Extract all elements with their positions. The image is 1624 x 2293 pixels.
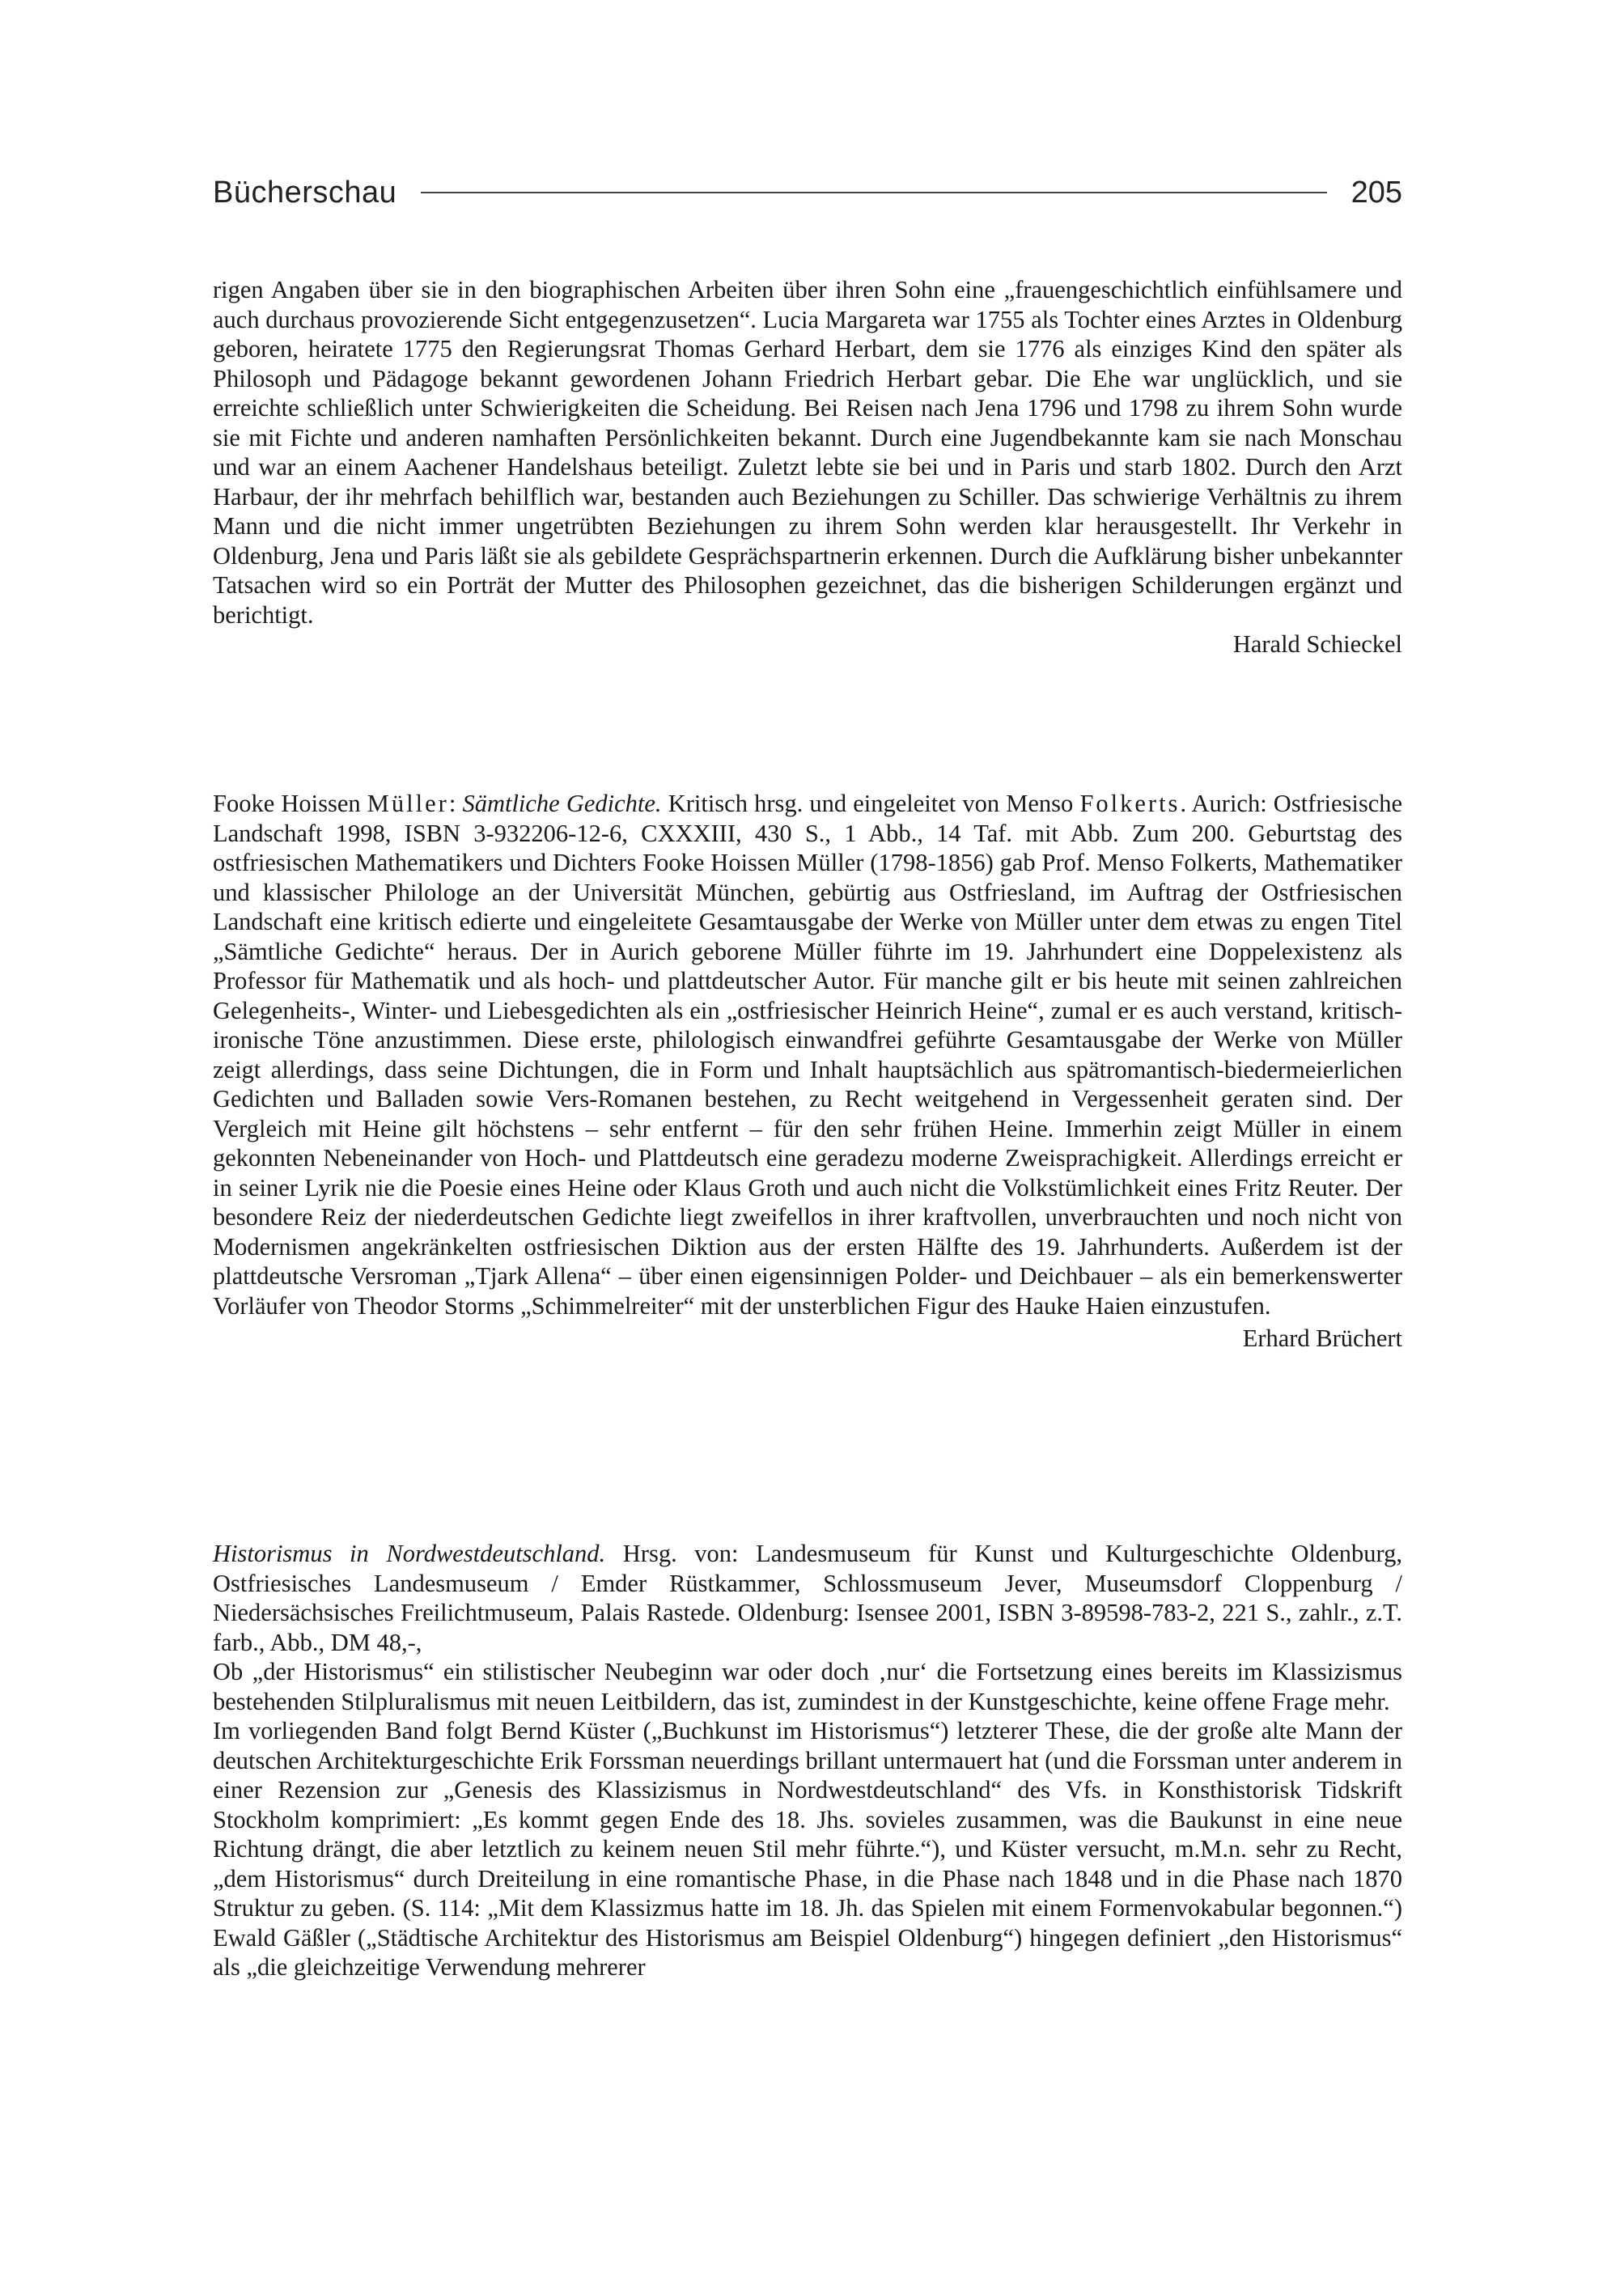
editor-intro: Kritisch hrsg. und eingeleitet von Menso <box>668 790 1074 817</box>
book-title: Sämtliche Gedichte. <box>462 790 662 817</box>
review-historismus <box>213 1539 1402 1982</box>
editor-end: . <box>1180 790 1187 817</box>
book-author-last: Müller <box>367 790 449 817</box>
editor-last: Folkerts <box>1079 790 1181 817</box>
reviewer-signature: Erhard Brüchert <box>1242 1325 1402 1352</box>
review-body: rigen Angaben über sie in den biographischen Arbeiten über ihren Sohn eine „frauengeschichtlich einfühlsamere und auch durchaus provozierende Sicht entgegenzusetzen“. Lucia Margareta war 1755 als Tochter eines Arztes in Oldenburg geboren, heiratete 1775 den Regierungsrat Thomas Gerhard Herbart, dem sie 1776 als einziges Kind den später als Philosoph und Pädagoge bekannt gewordenen Johann Friedrich Herbart gebar. Die Ehe war unglücklich, und sie erreichte schließlich unter Schwierigkeiten die Scheidung. Bei Reisen nach Jena 1796 und 1798 zu ihrem Sohn wurde sie mit Fichte und anderen namhaften Persönlichkeiten bekannt. Durch eine Jugendbekannte kam sie nach Monschau und war an einem Aachener Handelshaus beteiligt. Zuletzt lebte sie bei und in Paris und starb 1802. Durch den Arzt Harbaur, der ihr mehrfach behilflich war, bestanden auch Beziehungen zu Schiller. Das schwierige Verhältnis zu ihrem Mann und die nicht immer ungetrübten Beziehungen zu ihrem Sohn werden klar herausgestellt. Ihr Verkehr in Oldenburg, Jena und Paris läßt sie als gebildete Gesprächspartnerin erkennen. Durch die Aufklärung bisher unbekannter Tatsachen wird so ein Porträt der Mutter des Philosophen gezeichnet, das die bisherigen Schilderungen ergänzt und berichtigt. <box>213 276 1402 629</box>
running-head: Bücherschau <box>213 175 397 210</box>
author-colon: : <box>448 790 456 817</box>
book-title: Historismus in Nordwestdeutschland. <box>213 1540 606 1567</box>
reviewer-signature: Harald Schieckel <box>1232 630 1402 658</box>
review-text: Zum 200. Geburtstag des ostfriesischen Mathematikers und Dichters Fooke Hoissen Müller (1798-1856) gab Prof. Menso Folkerts, Mathematiker und klassischer Philologe an der Universität München, gebürtig aus Ostfriesland, im Auftrag der Ostfriesischen Landschaft eine kritisch edierte und eingeleitete Gesamtausgabe der Werke von Müller unter dem etwas zu engen Titel „Sämtliche Gedichte“ heraus. Der in Aurich geborene Müller führte im 19. Jahrhundert eine Doppelexistenz als Professor für Mathematik und als hoch- und plattdeutscher Autor. Für manche gilt er bis heute mit seinen zahlreichen Gelegenheits-, Winter- und Liebesgedichten als ein „ostfriesischer Heinrich Heine“, zumal er es auch verstand, kritisch-ironische Töne anzustimmen. Diese erste, philologisch einwandfrei geführte Gesamtausgabe der Werke von Müller zeigt allerdings, dass seine Dichtungen, die in Form und Inhalt hauptsächlich aus spätromantisch-biedermeierlichen Gedichten und Balladen sowie Vers-Romanen bestehen, zu Recht weitgehend in Vergessenheit geraten sind. Der Vergleich mit Heine gilt höchstens – sehr entfernt – für den sehr frühen Heine. Immerhin zeigt Müller in einem gekonnten Nebeneinander von Hoch- und Plattdeutsch eine geradezu moderne Zweisprachigkeit. Allerdings erreicht er in seiner Lyrik nie die Poesie eines Heine oder Klaus Groth und auch nicht die Volkstümlichkeit eines Fritz Reuter. Der besondere Reiz der niederdeutschen Gedichte liegt zweifellos in ihrer kraftvollen, unverbrauchten und noch nicht von Modernismen angekränkelten ostfriesischen Diktion aus der ersten Hälfte des 19. Jahrhunderts. Außerdem ist der plattdeutsche Versroman „Tjark Allena“ – über einen eigensinnigen Polder- und Deichbauer – als ein bemerkenswerter Vorläufer von Theodor Storms „Schimmelreiter“ mit der unsterblichen Figur des Hauke Haien einzustufen. <box>213 819 1403 1320</box>
book-author-first: Fooke Hoissen <box>213 790 361 817</box>
header-rule <box>421 192 1326 193</box>
review-herbart <box>213 275 1402 659</box>
review-mueller <box>213 789 1402 1354</box>
publication-info: Aurich: Ostfriesische Landschaft 1998, ISBN 3-932206-12-6, CXXXIII, 430 S., 1 Abb., 14 Taf. mit Abb. <box>213 790 1403 847</box>
book-citation <box>213 1539 1402 1657</box>
page-number: 205 <box>1351 175 1402 210</box>
review-paragraph: Ob „der Historismus“ ein stilistischer Neubeginn war oder doch ‚nur‘ die Fortsetzung eines bereits im Klassizismus bestehenden Stilpluralismus mit neuen Leitbildern, das ist, zumindest in der Kunstgeschichte, keine offene Frage mehr. <box>213 1658 1402 1715</box>
review-paragraph: Im vorliegenden Band folgt Bernd Küster („Buchkunst im Historismus“) letzterer These, die der große alte Mann der deutschen Architekturgeschichte Erik Forssman neuerdings brillant untermauert hat (und die Forssman unter anderem in einer Rezension zur „Genesis des Klassizismus in Nordwestdeutschland“ des Vfs. in Konsthistorisk Tidskrift Stockholm komprimiert: „Es kommt gegen Ende des 18. Jhs. sovieles zusammen, was die Baukunst in eine neue Richtung drängt, die aber letztlich zu keinem neuen Stil mehr führte.“), und Küster versucht, m.M.n. sehr zu Recht, „dem Historismus“ durch Dreiteilung in eine romantische Phase, in die Phase nach 1848 und in die Phase nach 1870 Struktur zu geben. (S. 114: „Mit dem Klassizmus hatte im 18. Jh. das Spielen mit einem Formenvokabular begonnen.“) Ewald Gäßler („Städtische Architektur des Historismus am Beispiel Oldenburg“) hingegen definiert „den Historismus“ als „die gleichzeitige Verwendung mehrerer <box>213 1717 1402 1981</box>
page-header <box>213 173 1402 212</box>
publication-info: Hrsg. von: Landesmuseum für Kunst und Kulturgeschichte Oldenburg, Ostfriesisches Landesmuseum / Emder Rüstkammer, Schlossmuseum Jever, Museumsdorf Cloppenburg / Niedersächsisches Freilichtmuseum, Palais Rastede. Oldenburg: Isensee 2001, ISBN 3-89598-783-2, 221 S., zahlr., z.T. farb., Abb., DM 48,-, <box>213 1540 1403 1656</box>
review-body <box>213 789 1402 1320</box>
